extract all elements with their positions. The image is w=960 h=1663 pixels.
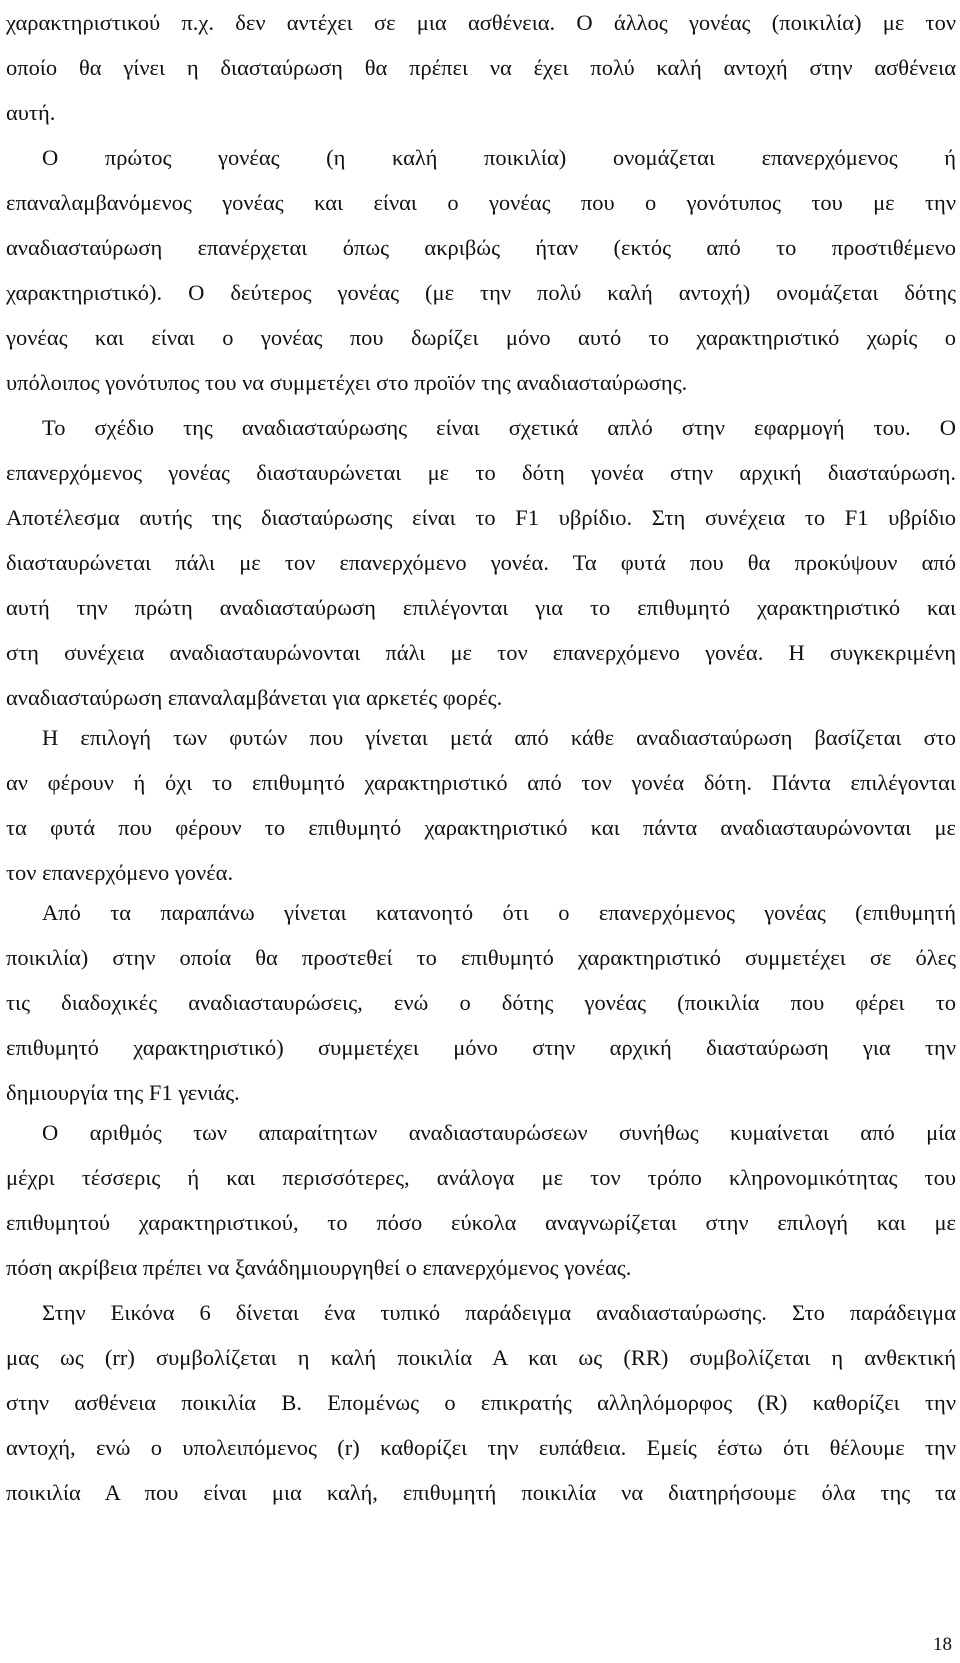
text-line: πόση ακρίβεια πρέπει να ξανάδημιουργηθεί ο επανερχόμενος γονέας. [6, 1255, 632, 1280]
text-line: αυτή. [6, 100, 56, 125]
text-line: στη συνέχεια αναδιασταυρώνονται πάλι με τον επανερχόμενο γονέα. Η συγκεκριμένη [6, 640, 956, 665]
page-number: 18 [933, 1634, 952, 1655]
text-line: χαρακτηριστικού π.χ. δεν αντέχει σε μια ασθένεια. Ο άλλος γονέας (ποικιλία) με τον [6, 10, 956, 35]
text-line: τον επανερχόμενο γονέα. [6, 860, 234, 885]
text-line: στην ασθένεια ποικιλία Β. Επομένως ο επικρατής αλληλόμορφος (R) καθορίζει την [6, 1390, 956, 1415]
text-line: Ο αριθμός των απαραίτητων αναδιασταυρώσεων συνήθως κυμαίνεται από μία [42, 1120, 956, 1145]
text-line: χαρακτηριστικό). Ο δεύτερος γονέας (με την πολύ καλή αντοχή) ονομάζεται δότης [6, 280, 956, 305]
text-line: αναδιασταύρωση επανέρχεται όπως ακριβώς ήταν (εκτός από το προστιθέμενο [6, 235, 956, 260]
text-line: τις διαδοχικές αναδιασταυρώσεις, ενώ ο δότης γονέας (ποικιλία που φέρει το [6, 990, 956, 1015]
text-line: Στην Εικόνα 6 δίνεται ένα τυπικό παράδειγμα αναδιασταύρωσης. Στο παράδειγμα [42, 1300, 956, 1325]
text-line: αντοχή, ενώ ο υπολειπόμενος (r) καθορίζει την ευπάθεια. Εμείς έστω ότι θέλουμε την [6, 1435, 956, 1460]
text-line: επιθυμητό χαρακτηριστικό) συμμετέχει μόνο στην αρχική διασταύρωση για την [6, 1035, 956, 1060]
text-line: Αποτέλεσμα αυτής της διασταύρωσης είναι το F1 υβρίδιο. Στη συνέχεια το F1 υβρίδιο [6, 505, 956, 530]
text-line: αυτή την πρώτη αναδιασταύρωση επιλέγονται για το επιθυμητό χαρακτηριστικό και [6, 595, 956, 620]
text-line: επανερχόμενος γονέας διασταυρώνεται με το δότη γονέα στην αρχική διασταύρωση. [6, 460, 956, 485]
text-line: ποικιλία) στην οποία θα προστεθεί το επιθυμητό χαρακτηριστικό συμμετέχει σε όλες [6, 945, 956, 970]
text-line: επαναλαμβανόμενος γονέας και είναι ο γονέας που ο γονότυπος του με την [6, 190, 956, 215]
text-line: διασταυρώνεται πάλι με τον επανερχόμενο γονέα. Τα φυτά που θα προκύψουν από [6, 550, 956, 575]
text-line: γονέας και είναι ο γονέας που δωρίζει μόνο αυτό το χαρακτηριστικό χωρίς ο [6, 325, 956, 350]
text-line: δημιουργία της F1 γενιάς. [6, 1080, 240, 1105]
text-line: Ο πρώτος γονέας (η καλή ποικιλία) ονομάζεται επανερχόμενος ή [42, 145, 956, 170]
text-line: ποικιλία Α που είναι μια καλή, επιθυμητή ποικιλία να διατηρήσουμε όλα της τα [6, 1480, 956, 1505]
text-line: αν φέρουν ή όχι το επιθυμητό χαρακτηριστικό από τον γονέα δότη. Πάντα επιλέγονται [6, 770, 956, 795]
text-line: τα φυτά που φέρουν το επιθυμητό χαρακτηριστικό και πάντα αναδιασταυρώνονται με [6, 815, 956, 840]
text-line: μέχρι τέσσερις ή και περισσότερες, ανάλογα με τον τρόπο κληρονομικότητας του [6, 1165, 956, 1190]
text-line: Από τα παραπάνω γίνεται κατανοητό ότι ο επανερχόμενος γονέας (επιθυμητή [42, 900, 956, 925]
text-line: επιθυμητού χαρακτηριστικού, το πόσο εύκολα αναγνωρίζεται στην επιλογή και με [6, 1210, 956, 1235]
text-line: οποίο θα γίνει η διασταύρωση θα πρέπει να έχει πολύ καλή αντοχή στην ασθένεια [6, 55, 956, 80]
text-line: μας ως (rr) συμβολίζεται η καλή ποικιλία Α και ως (RR) συμβολίζεται η ανθεκτική [6, 1345, 956, 1370]
text-line: υπόλοιπος γονότυπος του να συμμετέχει στο προϊόν της αναδιασταύρωσης. [6, 370, 688, 395]
text-line: Η επιλογή των φυτών που γίνεται μετά από κάθε αναδιασταύρωση βασίζεται στο [42, 725, 956, 750]
text-line: Το σχέδιο της αναδιασταύρωσης είναι σχετικά απλό στην εφαρμογή του. Ο [42, 415, 956, 440]
text-line: αναδιασταύρωση επαναλαμβάνεται για αρκετές φορές. [6, 685, 503, 710]
